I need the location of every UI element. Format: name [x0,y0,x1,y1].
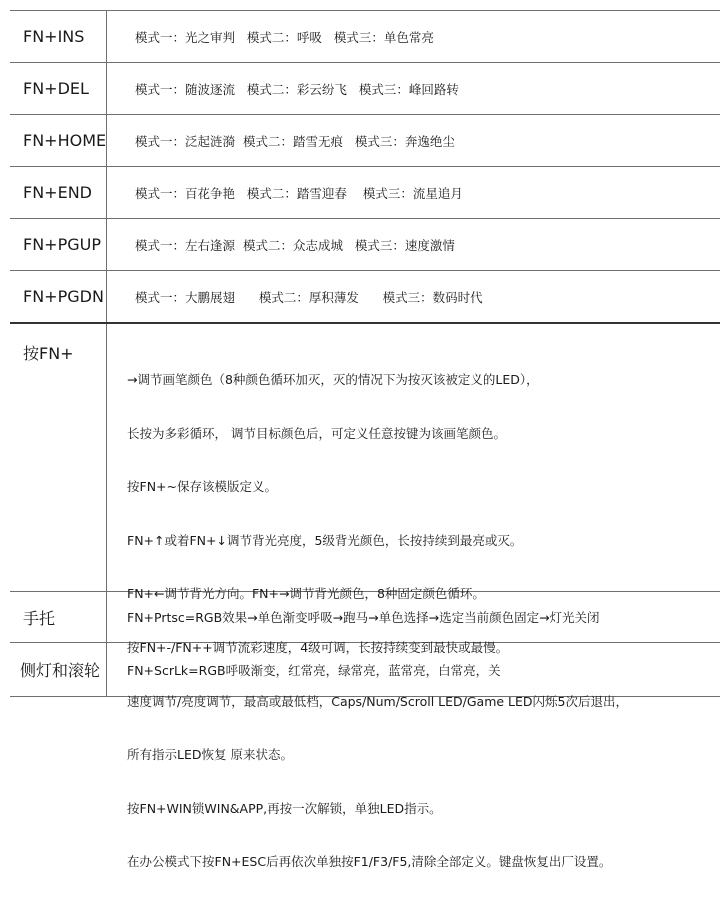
press-fn-key: 按FN+ [10,324,107,591]
description-line: 按FN+~保存该模版定义。 [127,479,277,495]
description-line: →调节画笔颜色（8种颜色循环加灭，灭的情况下为按灭该被定义的LED）， [127,372,539,387]
description-line: 按FN+WIN锁WIN&APP,再按一次解锁，单独LED指示。 [127,800,442,816]
description-line: 在办公模式下按FN+ESC后再依次单独按F1/F3/F5,清除全部定义。键盘恢复出厂设置。 [127,854,612,870]
side-light-value: FN+ScrLk=RGB呼吸渐变，红常亮，绿常亮，蓝常亮，白常亮，关 [127,662,501,678]
table-row [10,114,720,166]
row-key: FN+DEL [10,63,107,114]
table-row [10,10,720,62]
side-light-row [10,642,720,697]
row-key: FN+END [10,167,107,218]
description-line: FN+↑或着FN+↓调节背光亮度，5级背光颜色，长按持续到最亮或灭。 [127,532,523,548]
row-value: 模式一：百花争艳 模式二：踏雪迎春 模式三：流星追月 [135,185,463,201]
table-row [10,166,720,218]
wrist-rest-value: FN+Prtsc=RGB效果→单色渐变呼吸→跑马→单色选择→选定当前颜色固定→灯光关闭 [127,610,600,625]
row-value: 模式一：泛起涟漪 模式二：踏雪无痕 模式三：奔逸绝尘 [135,133,455,149]
shortcut-table [10,10,720,870]
description-line: 长按为多彩循环， 调节目标颜色后，可定义任意按键为该画笔颜色。 [127,425,506,441]
side-light-key: 侧灯和滚轮 [10,643,107,696]
row-value: 模式一：大鹏展翅 模式二：厚积薄发 模式三：数码时代 [135,289,483,305]
row-key: FN+INS [10,11,107,62]
description-line: FN+←调节背光方向。FN+→调节背光颜色，8种固定颜色循环。 [127,586,485,602]
row-key: FN+PGUP [10,219,107,270]
table-row [10,270,720,322]
description-line: 速度调节/亮度调节，最高或最低档，Caps/Num/Scroll LED/Game LED闪烁5次后退出， [127,693,628,709]
row-value: 模式一：光之审判 模式二：呼吸 模式三：单色常亮 [135,29,434,45]
row-value: 模式一：左右逢源 模式二：众志成城 模式三：速度激情 [135,237,455,253]
table-row [10,218,720,270]
description-line: 按FN+-/FN++调节流彩速度，4级可调，长按持续变到最快或最慢。 [127,639,509,655]
wrist-rest-row [10,591,720,642]
row-value: 模式一：随波逐流 模式二：彩云纷飞 模式三：峰回路转 [135,81,459,97]
row-key: FN+HOME [10,115,107,166]
table-row [10,62,720,114]
description-line: 所有指示LED恢复 原来状态。 [127,747,293,763]
wrist-rest-key: 手托 [10,592,107,642]
row-key: FN+PGDN [10,271,107,322]
